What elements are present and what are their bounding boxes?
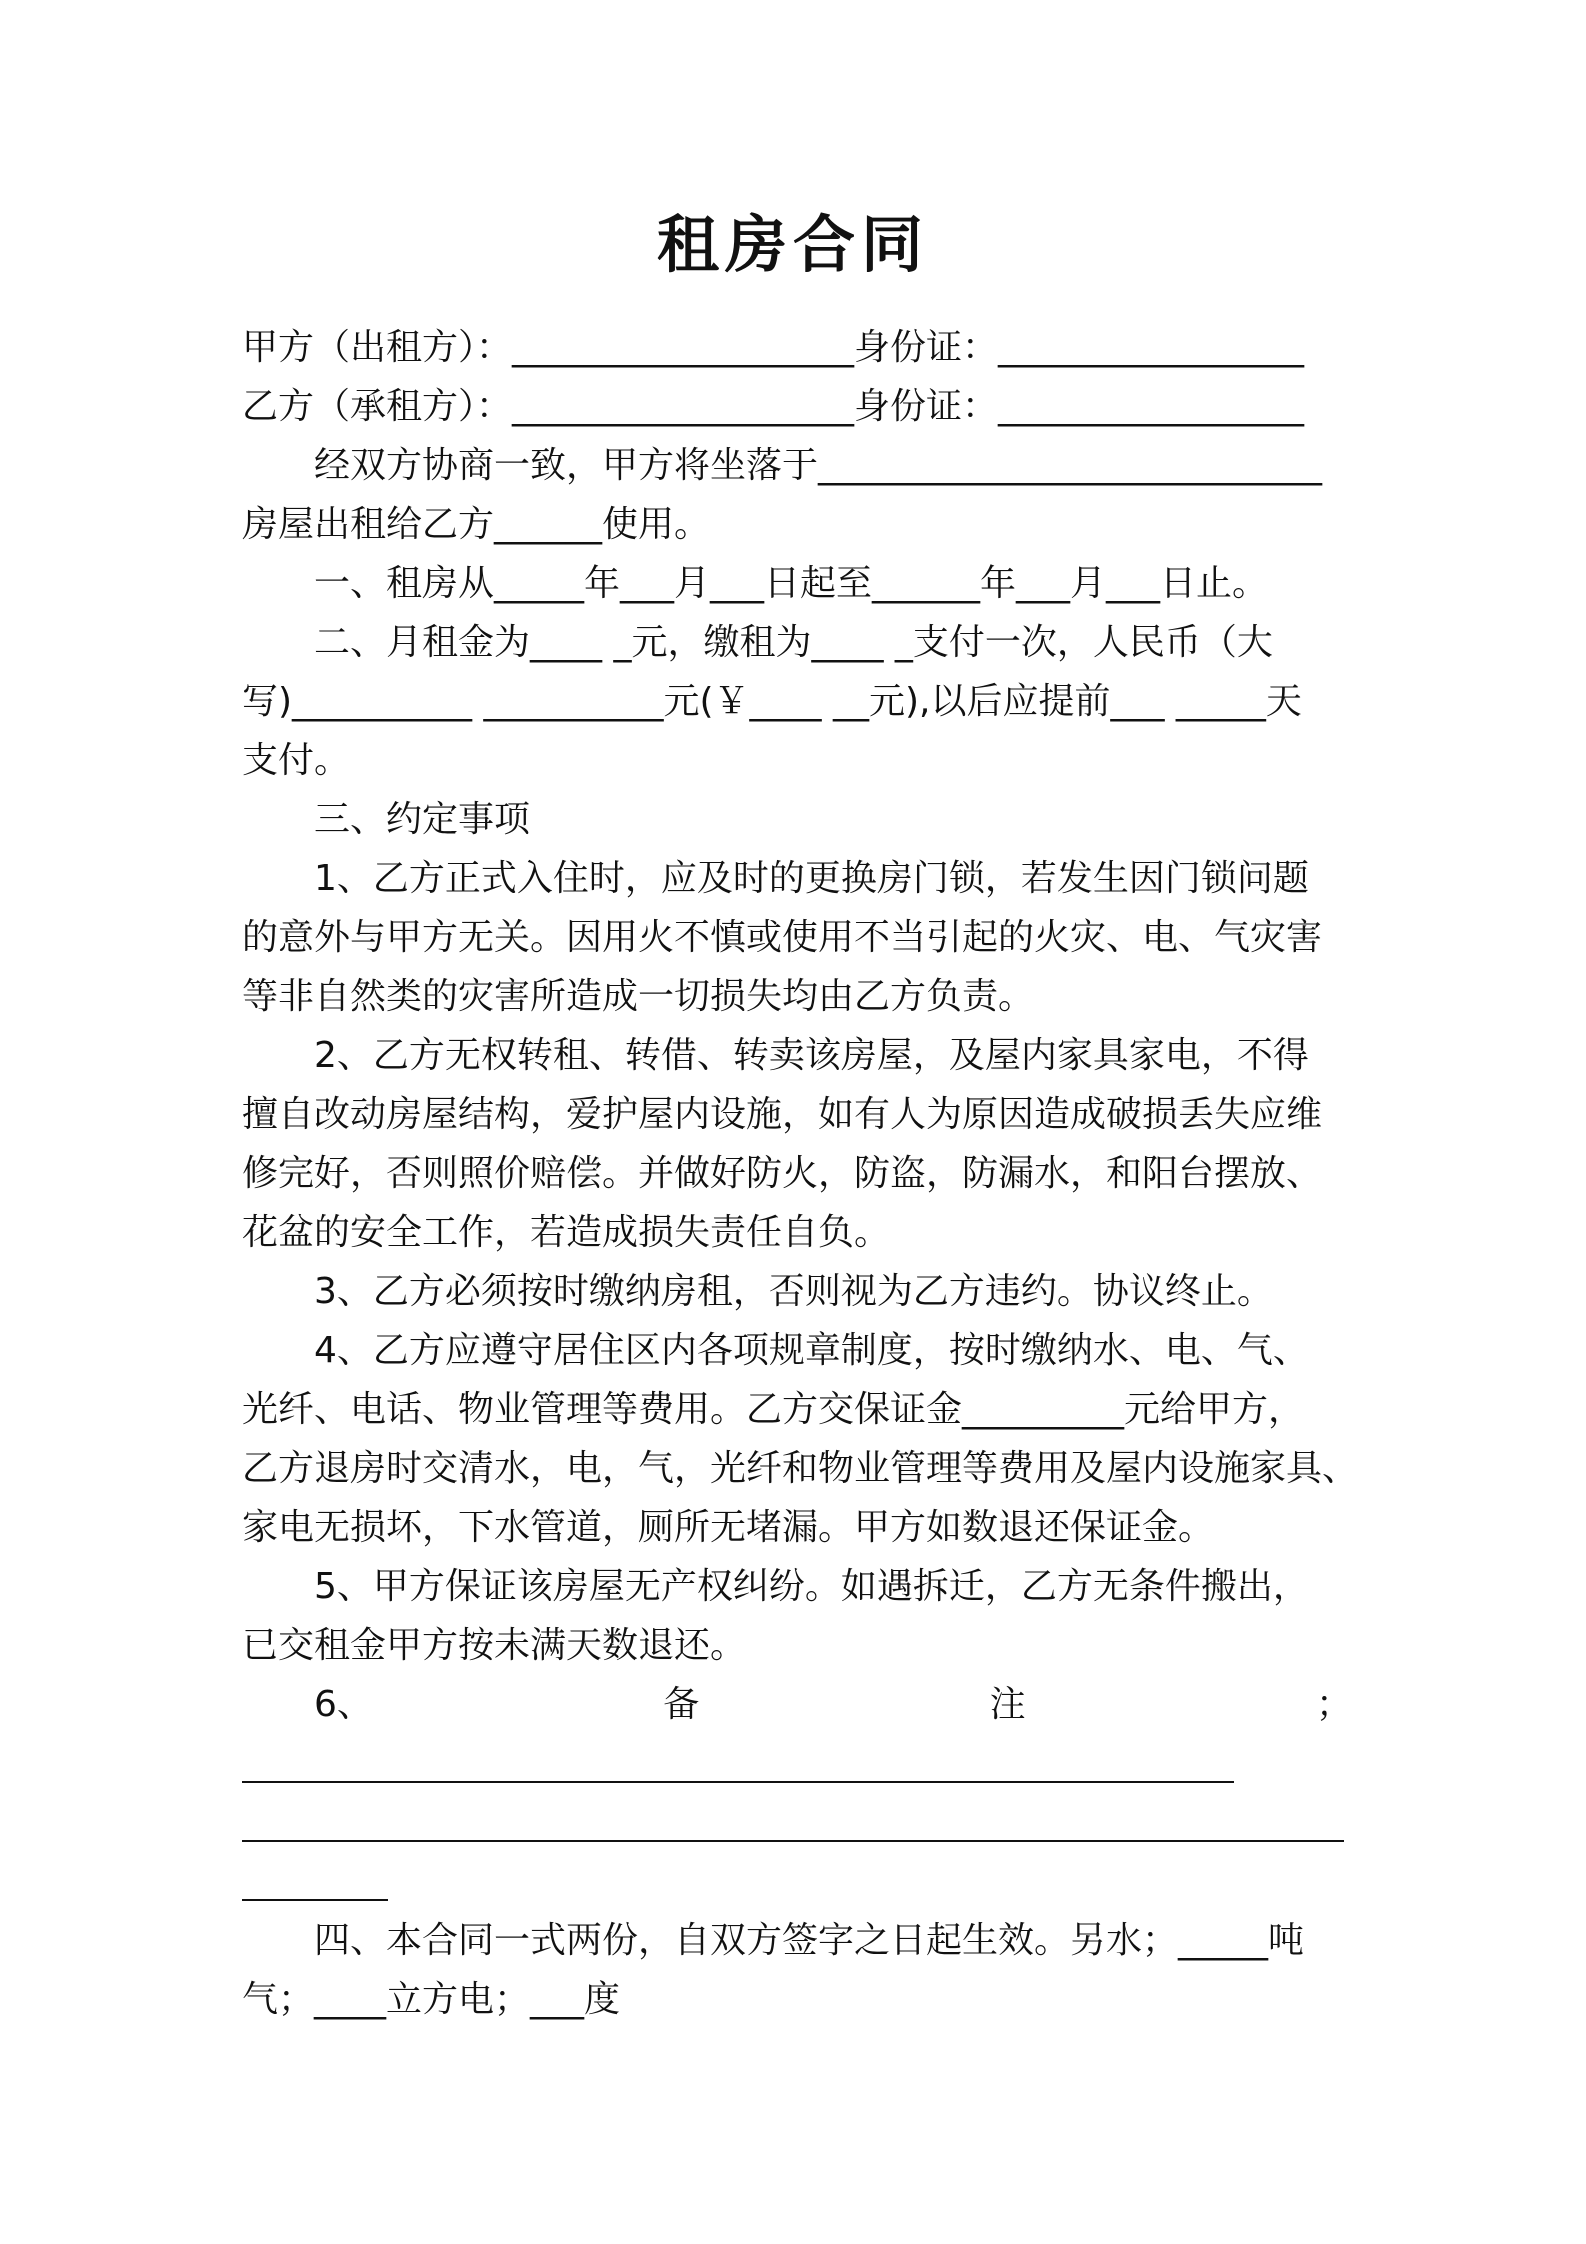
item-4-line-1: 4、乙方应遵守居住区内各项规章制度，按时缴纳水、电、气、 [314, 1330, 1309, 1371]
clause-4-line-2: 气；____立方电；___度 [242, 1979, 621, 2020]
clause-4-line-1: 四、本合同一式两份，自双方签字之日起生效。另水；_____吨 [314, 1920, 1305, 1961]
item-6-semicolon: ； [1315, 1684, 1352, 1725]
item-2-line-4: 花盆的安全工作，若造成损失责任自负。 [242, 1212, 891, 1253]
item-4-line-3: 乙方退房时交清水，电，气，光纤和物业管理等费用及屋内设施家具、 [242, 1448, 1359, 1489]
party-b-line: 乙方（承租方）：___________________身份证：_________________ [242, 386, 1305, 427]
party-a-line: 甲方（出租方）：___________________身份证：_________________ [242, 327, 1305, 368]
item-6-remarks-line [242, 1675, 1352, 1734]
item-1-line-1: 1、乙方正式入住时，应及时的更换房门锁，若发生因门锁问题 [314, 858, 1309, 899]
remarks-blank-line-1 [242, 1734, 1352, 1793]
clause-3-heading: 三、约定事项 [314, 799, 531, 840]
item-3-line: 3、乙方必须按时缴纳房租，否则视为乙方违约。协议终止。 [314, 1271, 1273, 1312]
item-5-line-1: 5、甲方保证该房屋无产权纠纷。如遇拆迁，乙方无条件搬出， [314, 1566, 1309, 1607]
intro-line-1: 经双方协商一致，甲方将坐落于____________________________ [314, 445, 1323, 486]
item-4-line-4: 家电无损坏，下水管道，厕所无堵漏。甲方如数退还保证金。 [242, 1507, 1215, 1548]
clause-2-line-3: 支付。 [242, 740, 351, 781]
item-6-char-bei: 备 [663, 1684, 700, 1725]
item-6-char-zhu: 注 [989, 1684, 1026, 1725]
item-5-line-2: 已交租金甲方按未满天数退还。 [242, 1625, 747, 1666]
document-title: 租房合同 [656, 208, 929, 281]
item-4-line-2: 光纤、电话、物业管理等费用。乙方交保证金_________元给甲方， [242, 1389, 1305, 1430]
contract-body [242, 318, 1359, 2029]
clause-2-line-2: 写)__________ __________元(￥____ __元),以后应提前___ _____天 [242, 681, 1302, 722]
clause-2-line-1: 二、月租金为____ _元，缴租为____ _支付一次，人民币（大 [314, 622, 1273, 663]
item-2-line-2: 擅自改动房屋结构，爱护屋内设施，如有人为原因造成破损丢失应维 [242, 1094, 1323, 1135]
remarks-blank-line-2 [242, 1793, 1352, 1852]
remarks-blank-line-3 [242, 1852, 1352, 1911]
item-1-line-2: 的意外与甲方无关。因用火不慎或使用不当引起的火灾、电、气灾害 [242, 917, 1323, 958]
item-1-line-3: 等非自然类的灾害所造成一切损失均由乙方负责。 [242, 976, 1035, 1017]
intro-line-2: 房屋出租给乙方______使用。 [242, 504, 711, 545]
clause-1-rental-period: 一、租房从_____年___月___日起至______年___月___日止。 [314, 563, 1269, 604]
item-6-number: 6、 [314, 1684, 373, 1725]
item-2-line-1: 2、乙方无权转租、转借、转卖该房屋，及屋内家具家电，不得 [314, 1035, 1309, 1076]
item-2-line-3: 修完好，否则照价赔偿。并做好防火，防盗，防漏水，和阳台摆放、 [242, 1153, 1323, 1194]
